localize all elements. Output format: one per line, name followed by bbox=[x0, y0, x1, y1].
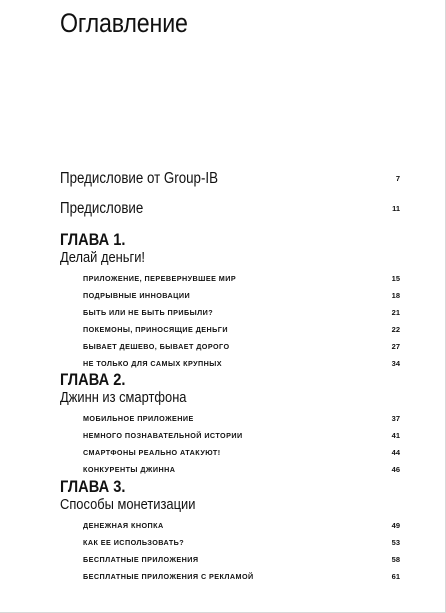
section-page: 37 bbox=[391, 414, 400, 423]
section-page: 49 bbox=[391, 521, 400, 530]
section-item[interactable] bbox=[83, 569, 400, 586]
section-label: КОНКУРЕНТЫ ДЖИННА bbox=[83, 465, 176, 474]
section-item[interactable] bbox=[83, 411, 400, 428]
chapter-2 bbox=[60, 371, 400, 479]
chapter-title[interactable]: Способы монетизации bbox=[60, 496, 196, 513]
chapter-sections bbox=[60, 518, 400, 586]
section-label: ПОДРЫВНЫЕ ИННОВАЦИИ bbox=[83, 291, 191, 300]
chapter-sections bbox=[60, 271, 400, 373]
section-item[interactable] bbox=[83, 552, 400, 569]
section-page: 53 bbox=[391, 538, 400, 547]
section-page: 15 bbox=[391, 274, 400, 283]
section-item[interactable] bbox=[83, 535, 400, 552]
page-title: Оглавление bbox=[60, 8, 188, 38]
toc-entry-label: Предисловие от Group-IB bbox=[60, 170, 219, 187]
section-page: 22 bbox=[391, 325, 400, 334]
section-label: БЫТЬ ИЛИ НЕ БЫТЬ ПРИБЫЛИ? bbox=[83, 308, 214, 317]
toc-entry-foreword[interactable] bbox=[60, 200, 400, 220]
chapter-number: ГЛАВА 1. bbox=[60, 230, 126, 249]
section-label: БЕСПЛАТНЫЕ ПРИЛОЖЕНИЯ С РЕКЛАМОЙ bbox=[83, 572, 254, 581]
section-page: 21 bbox=[391, 308, 400, 317]
section-item[interactable] bbox=[83, 271, 400, 288]
section-item[interactable] bbox=[83, 305, 400, 322]
toc-entry-page: 11 bbox=[392, 204, 400, 213]
section-item[interactable] bbox=[83, 462, 400, 479]
chapter-number: ГЛАВА 3. bbox=[60, 477, 126, 496]
chapter-3 bbox=[60, 478, 400, 586]
section-label: БЕСПЛАТНЫЕ ПРИЛОЖЕНИЯ bbox=[83, 555, 199, 564]
section-page: 44 bbox=[391, 448, 400, 457]
section-item[interactable] bbox=[83, 428, 400, 445]
section-label: ПОКЕМОНЫ, ПРИНОСЯЩИЕ ДЕНЬГИ bbox=[83, 325, 228, 334]
section-item[interactable] bbox=[83, 288, 400, 305]
toc-entry-foreword-group-ib[interactable] bbox=[60, 170, 400, 190]
section-page: 61 bbox=[391, 572, 400, 581]
section-label: ДЕНЕЖНАЯ КНОПКА bbox=[83, 521, 164, 530]
section-label: КАК ЕЕ ИСПОЛЬЗОВАТЬ? bbox=[83, 538, 185, 547]
section-label: НЕМНОГО ПОЗНАВАТЕЛЬНОЙ ИСТОРИИ bbox=[83, 431, 243, 440]
section-label: СМАРТФОНЫ РЕАЛЬНО АТАКУЮТ! bbox=[83, 448, 221, 457]
section-label: БЫВАЕТ ДЕШЕВО, БЫВАЕТ ДОРОГО bbox=[83, 342, 230, 351]
chapter-sections bbox=[60, 411, 400, 479]
section-label: МОБИЛЬНОЕ ПРИЛОЖЕНИЕ bbox=[83, 414, 194, 423]
chapter-number: ГЛАВА 2. bbox=[60, 370, 126, 389]
section-label: НЕ ТОЛЬКО ДЛЯ САМЫХ КРУПНЫХ bbox=[83, 359, 223, 368]
toc-entry-label: Предисловие bbox=[60, 200, 144, 217]
section-item[interactable] bbox=[83, 322, 400, 339]
section-page: 58 bbox=[391, 555, 400, 564]
section-label: ПРИЛОЖЕНИЕ, ПЕРЕВЕРНУВШЕЕ МИР bbox=[83, 274, 237, 283]
section-item[interactable] bbox=[83, 445, 400, 462]
section-page: 34 bbox=[391, 359, 400, 368]
section-item[interactable] bbox=[83, 339, 400, 356]
section-item[interactable] bbox=[83, 518, 400, 535]
section-page: 18 bbox=[391, 291, 400, 300]
chapter-1 bbox=[60, 231, 400, 373]
section-page: 41 bbox=[391, 431, 400, 440]
toc-entry-page: 7 bbox=[395, 174, 400, 183]
chapter-title[interactable]: Делай деньги! bbox=[60, 249, 146, 266]
chapter-title[interactable]: Джинн из смартфона bbox=[60, 389, 187, 406]
section-page: 46 bbox=[391, 465, 400, 474]
section-page: 27 bbox=[391, 342, 400, 351]
